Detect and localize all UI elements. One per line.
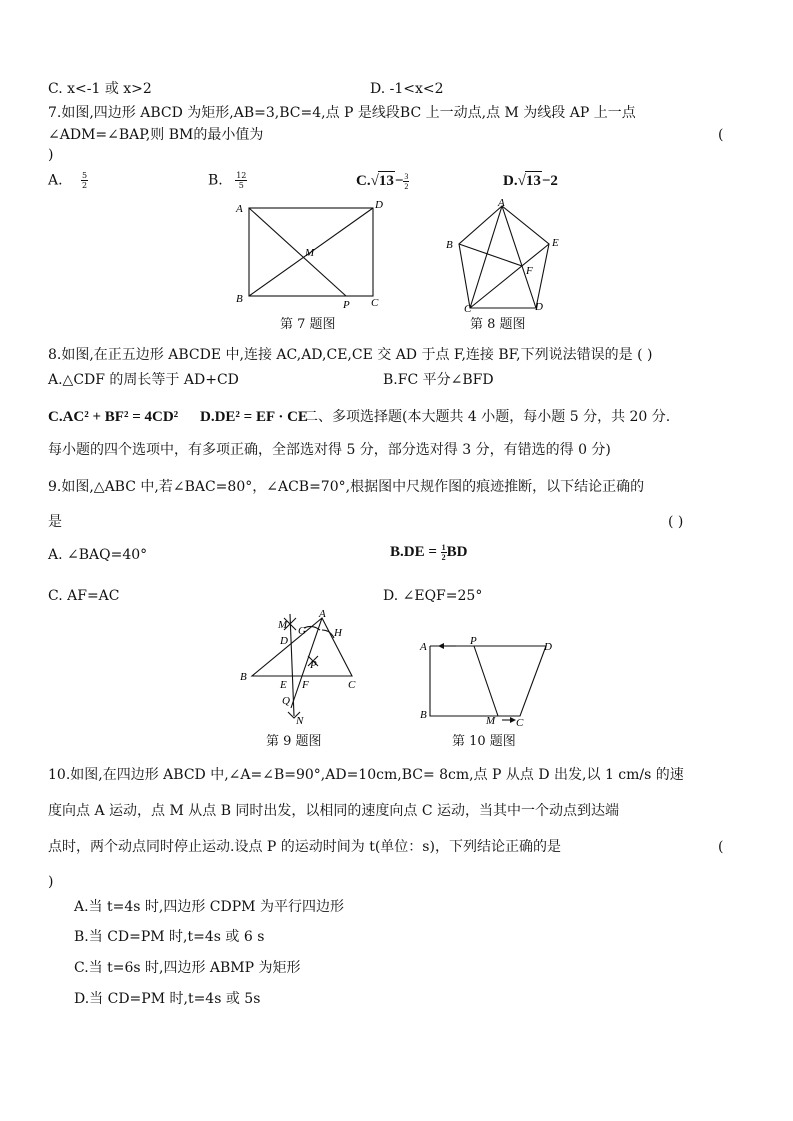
q7-option-b-fraction <box>235 171 247 190</box>
q7-label-d: D <box>375 199 383 211</box>
q8-label-e: E <box>552 237 559 249</box>
q10-label-b: B <box>420 709 427 721</box>
q7-answer-paren-close: ) <box>48 147 54 163</box>
q9-label-a: A <box>319 608 326 620</box>
q7-option-d <box>503 171 558 190</box>
q9-label-c: C <box>348 679 356 691</box>
q9-label-f: F <box>302 679 309 691</box>
q7-option-d-label: D. <box>503 173 518 189</box>
q10-answer-paren-open: ( <box>718 839 724 855</box>
q6-option-d: D. -1<x<2 <box>370 81 444 97</box>
q7-figure <box>232 196 392 316</box>
q9-label-n: N <box>296 715 304 727</box>
sqrt-symbol-icon: √ <box>517 173 526 189</box>
q10-answer-paren-close: ) <box>48 874 54 890</box>
q8-pentagon <box>459 206 549 308</box>
q7-option-b-numerator: 12 <box>236 171 247 180</box>
q10-stem-line2: 度向点 A 运动，点 M 从点 B 同时出发，以相同的速度向点 C 运动，当其中一个动点到达端 <box>48 803 620 819</box>
q10-option-b: B.当 CD=PM 时,t=4s 或 6 s <box>74 929 265 945</box>
q8-label-a: A <box>498 197 505 209</box>
q10-arrow-left-icon <box>438 643 444 649</box>
q9-figure <box>234 608 370 726</box>
q8-diagonal-ce <box>470 244 549 308</box>
q8-label-c: C <box>464 303 472 315</box>
q8-segment-bf <box>459 244 522 266</box>
q10-option-a: A.当 t=4s 时,四边形 CDPM 为平行四边形 <box>74 899 344 915</box>
q8-figure <box>442 196 562 316</box>
q9-option-b-denominator: 2 <box>441 553 446 563</box>
q10-segment-pm <box>474 646 498 716</box>
q10-option-d: D.当 CD=PM 时,t=4s 或 5s <box>74 991 261 1007</box>
q7-option-b <box>208 171 247 190</box>
q7-option-b-label: B. <box>208 172 223 189</box>
q9-option-b <box>390 543 467 562</box>
q8-label-b: B <box>446 239 453 251</box>
q7-option-c <box>356 171 409 191</box>
q7-label-p: P <box>343 299 350 311</box>
q9-label-g: G <box>298 625 306 637</box>
q9-label-d: D <box>280 635 288 647</box>
q8-option-b: B.FC 平分∠BFD <box>383 372 494 388</box>
q9-answer-paren: ( ) <box>668 514 684 530</box>
q9-label-p: P <box>310 659 317 671</box>
q7-label-b: B <box>236 293 243 305</box>
q7-stem-line1: 7.如图,四边形 ABCD 为矩形,AB=3,BC=4,点 P 是线段BC 上一动点,点 M 为线段 AP 上一点 <box>48 105 636 121</box>
q7-option-a-label: A. <box>48 172 63 189</box>
q8-diagonal-ad <box>502 206 536 308</box>
q9-option-a: A. ∠BAQ=40° <box>48 547 148 563</box>
q9-label-q: Q <box>282 695 290 707</box>
q9-label-e: E <box>280 679 287 691</box>
q7-option-a-denominator: 2 <box>82 181 88 190</box>
q7-segment-ap <box>249 208 346 296</box>
q7-option-d-tail: −2 <box>541 173 558 189</box>
q7-figure-caption: 第 7 题图 <box>280 317 336 332</box>
q10-stem-line1: 10.如图,在四边形 ABCD 中,∠A=∠B=90°,AD=10cm,BC= 8cm,点 P 从点 D 出发,以 1 cm/s 的速 <box>48 767 684 783</box>
q9-label-m: M <box>278 619 288 631</box>
q9-option-d: D. ∠EQF=25° <box>383 588 483 604</box>
q7-option-c-fraction <box>403 172 409 191</box>
q10-figure <box>416 634 564 730</box>
q7-label-m: M <box>305 247 315 259</box>
q7-label-c: C <box>371 297 379 309</box>
q10-label-c: C <box>516 717 524 729</box>
q10-label-p: P <box>470 635 477 647</box>
q8-figure-caption: 第 8 题图 <box>470 317 526 332</box>
q9-stem-line2: 是 <box>48 514 62 530</box>
q6-option-c: C. x<-1 或 x>2 <box>48 81 152 97</box>
q7-option-c-label: C. <box>356 173 371 189</box>
q9-label-b: B <box>240 671 247 683</box>
q8-label-d: D <box>535 301 543 313</box>
q10-figure-caption: 第 10 题图 <box>452 734 516 749</box>
q7-option-a-fraction <box>81 171 88 190</box>
q9-option-c: C. AF=AC <box>48 588 120 604</box>
q9-stem-line1: 9.如图,△ABC 中,若∠BAC=80°，∠ACB=70°,根据图中尺规作图的痕迹推断，以下结论正确的 <box>48 479 645 495</box>
q9-option-b-suffix: BD <box>446 544 468 560</box>
q9-figure-caption: 第 9 题图 <box>266 734 322 749</box>
q7-option-a-numerator: 5 <box>82 171 88 180</box>
q10-option-c: C.当 t=6s 时,四边形 ABMP 为矩形 <box>74 960 301 976</box>
q10-label-m: M <box>486 715 496 727</box>
q7-label-a: A <box>236 203 243 215</box>
q7-option-c-radicand: 13 <box>378 173 394 189</box>
q8-option-c: C.AC² + BF² = 4CD² <box>48 409 179 425</box>
q10-label-a: A <box>420 641 427 653</box>
section2-heading: 二、多项选择题(本大题共 4 小题，每小题 5 分，共 20 分. <box>304 409 671 425</box>
q7-option-c-denominator: 2 <box>404 182 409 192</box>
q9-option-b-numerator: 1 <box>441 543 446 553</box>
sqrt-symbol-icon: √ <box>370 173 379 189</box>
q7-option-c-numerator: 3 <box>404 172 409 182</box>
q7-option-d-radicand: 13 <box>525 173 541 189</box>
q7-answer-paren-open: ( <box>718 127 724 143</box>
q7-option-a <box>48 171 88 190</box>
q10-trapezoid <box>430 646 546 716</box>
section2-instructions: 每小题的四个选项中，有多项正确，全部选对得 5 分，部分选对得 3 分，有错选的得 0 分) <box>48 442 611 458</box>
q7-option-c-minus: − <box>394 173 404 189</box>
q9-option-b-prefix: B.DE = <box>390 544 441 560</box>
q9-label-h: H <box>334 627 342 639</box>
q7-option-b-denominator: 5 <box>238 181 244 190</box>
q7-stem-line2: ∠ADM=∠BAP,则 BM的最小值为 <box>48 127 264 143</box>
q8-option-a: A.△CDF 的周长等于 AD+CD <box>48 372 239 388</box>
q10-stem-line3: 点时，两个动点同时停止运动.设点 P 的运动时间为 t(单位：s)，下列结论正确的是 <box>48 839 561 855</box>
q8-stem: 8.如图,在正五边形 ABCDE 中,连接 AC,AD,CE,CE 交 AD 于点 F,连接 BF,下列说法错误的是 ( ) <box>48 347 653 363</box>
q8-option-d: D.DE² = EF · CE <box>200 409 308 425</box>
q8-label-f: F <box>526 265 533 277</box>
q10-label-d: D <box>544 641 552 653</box>
